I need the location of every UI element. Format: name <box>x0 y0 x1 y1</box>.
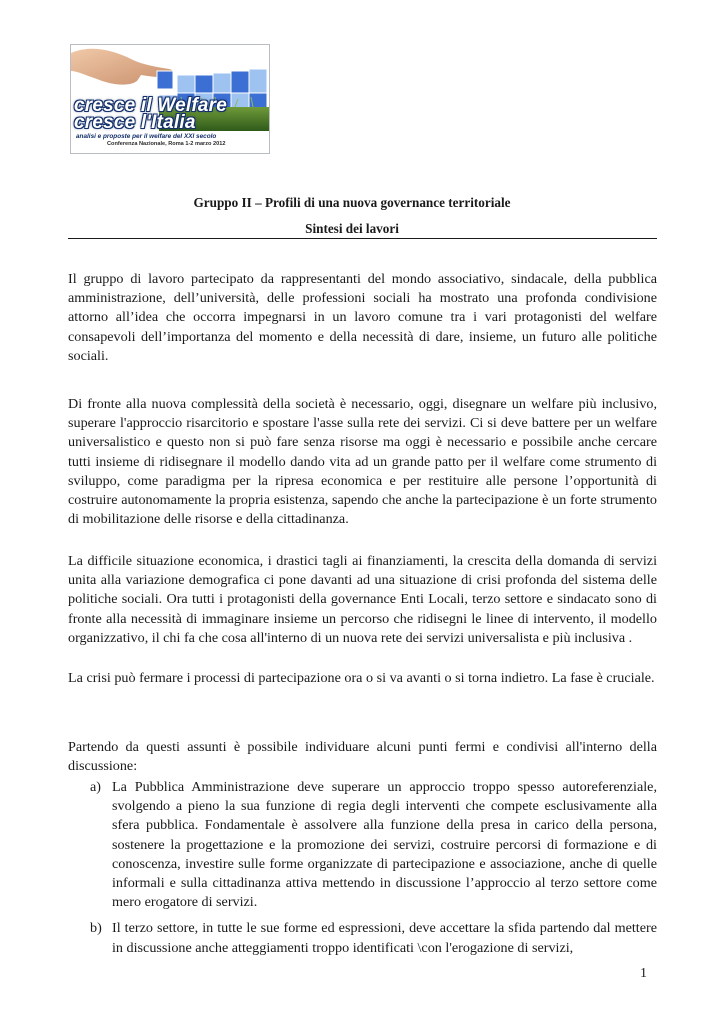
list-item-text: Il terzo settore, in tutte le sue forme ed espressioni, deve accettare la sfida partendo dal mettere in discussione anche atteggiamenti troppo identificati \con l'erogazione di servizi, <box>112 920 657 956</box>
page-number: 1 <box>640 966 647 981</box>
title-divider <box>68 238 657 239</box>
paragraph: Partendo da questi assunti è possibile individuare alcuni punti fermi e condivisi all'interno della discussione: <box>68 739 657 775</box>
list-marker: a) <box>90 779 101 795</box>
document-title: Gruppo II – Profili di una nuova governance territoriale <box>193 195 511 210</box>
paragraph: Di fronte alla nuova complessità della società è necessario, oggi, disegnare un welfare più inclusivo, superare l'approccio risarcitorio e spostare l'asse sulla rete dei servizi. Ci si deve battere per un welfare universalistico e questo non si può fare senza risorse ma oggi è necessario e possibile anche cercare tutti insieme di ridisegnare il modello dando vita ad un grande patto per il welfare come strumento di sviluppo, come paradigma per la ripresa economica e per restituire alle persone l’opportunità di costruire autonomamente la propria esistenza, sapendo che anche la partecipazione è un forte strumento di mobilitazione delle risorse e della cittadinanza. <box>68 396 657 528</box>
paragraph: Il gruppo di lavoro partecipato da rappresentanti del mondo associativo, sindacale, della pubblica amministrazione, dell’università, delle professioni sociali ha mostrato una profonda condivisione attorno all’idea che occorra impegnarsi in un lavoro comune tra i vari protagonisti del welfare consapevoli dell’importanza del momento e della necessità di dare, insieme, un futuro alle politiche sociali. <box>68 271 657 364</box>
logo-title-line1: cresce il Welfare <box>74 95 228 116</box>
logo-subtitle: analisi e proposte per il welfare del XXI secolo <box>76 133 217 140</box>
conference-logo <box>70 44 270 154</box>
logo-conference-info: Conferenza Nazionale, Roma 1-2 marzo 2012 <box>107 141 226 147</box>
list-item <box>68 919 657 957</box>
paragraph: La difficile situazione economica, i drastici tagli ai finanziamenti, la crescita della domanda di servizi unita alla variazione demografica ci pone davanti ad una situazione di crisi profonda del sistema delle politiche sociali. Ora tutti i protagonisti della governance Enti Locali, terzo settore e sindacato sono di fronte alla necessità di immaginare insieme un percorso che ridisegni le linee di intervento, il modello organizzativo, il chi fa che cosa all'interno di un nuova rete dei servizi universalista e più inclusiva . <box>68 553 657 646</box>
document-subtitle: Sintesi dei lavori <box>305 221 399 236</box>
points-list <box>68 778 657 965</box>
logo-title-line2: cresce l'Italia <box>74 112 196 133</box>
list-marker: b) <box>90 920 102 937</box>
list-item-text: La Pubblica Amministrazione deve superare un approccio troppo spesso autoreferenziale, svolgendo a pieno la sua funzione di regia degli interventi che compete esclusivamente alla sfera pubblica. Fondamentale è assolvere alla funzione della presa in carico della persona, sostenere la progettazione e la promozione dei servizi, costruire percorsi di formazione e di conoscenza, investire sulle forme organizzate di partecipazione e associazione, anche di quelle informali e sulla cittadinanza attiva mettendo in discussione l’approccio al terzo settore come mero erogatore di servizi. <box>112 779 657 911</box>
paragraph: La crisi può fermare i processi di partecipazione ora o si va avanti o si torna indietro. La fase è cruciale. <box>68 670 655 686</box>
list-item <box>68 778 657 912</box>
